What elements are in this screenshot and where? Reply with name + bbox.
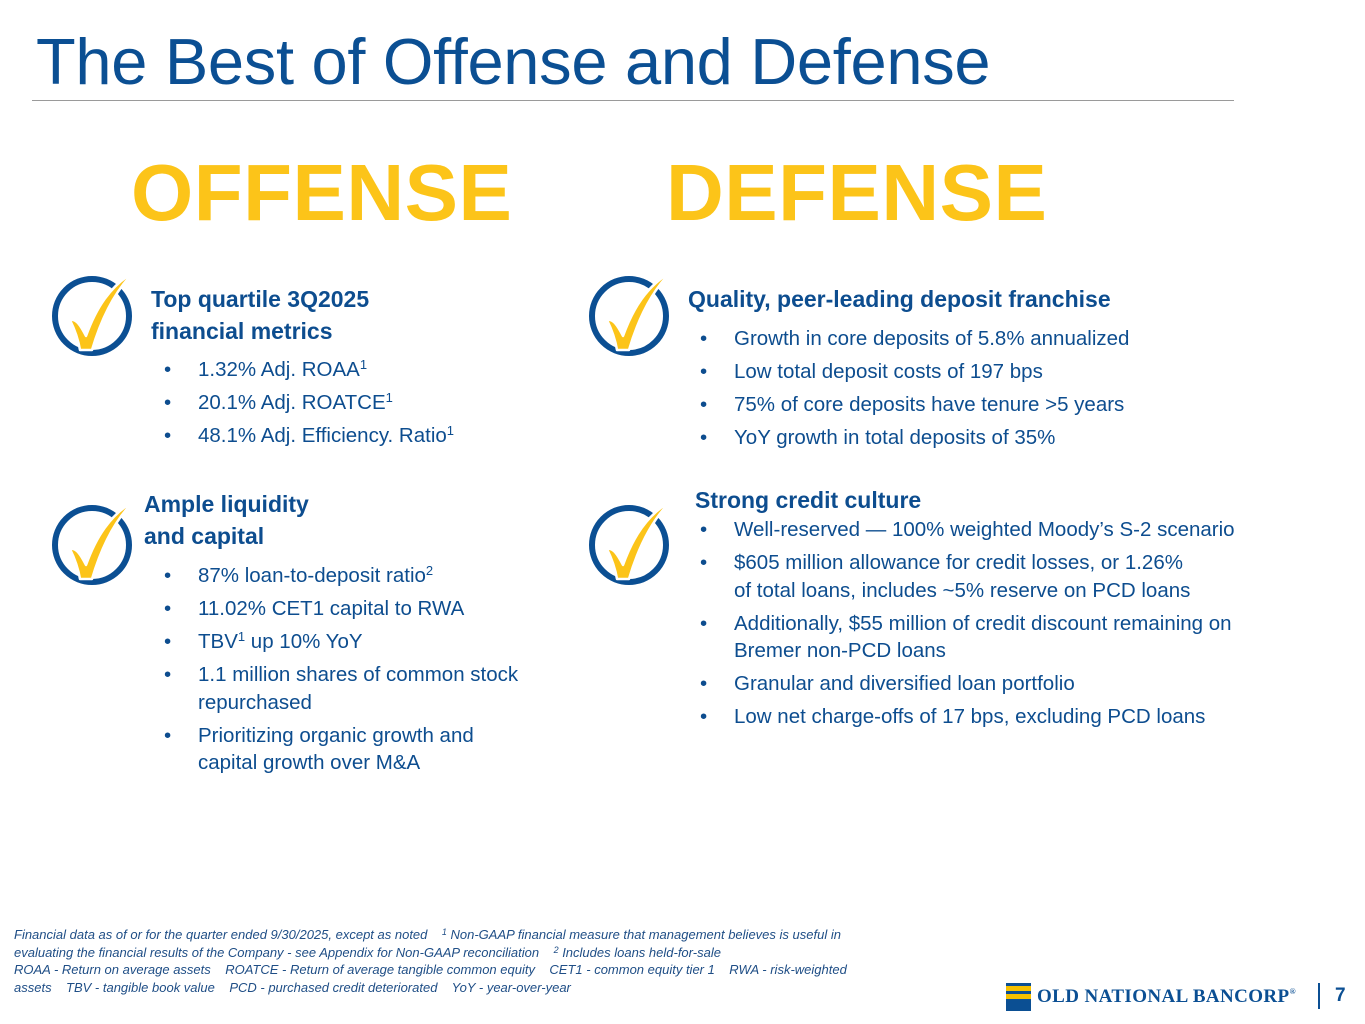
title-divider <box>32 100 1234 101</box>
list-item: • 1.1 million shares of common stock repurchased <box>162 661 518 716</box>
checkmark-icon <box>587 268 673 358</box>
deposit-franchise-bullet-list <box>698 325 1129 457</box>
page-title: The Best of Offense and Defense <box>36 25 991 98</box>
checkmark-icon <box>587 497 673 587</box>
section-title-deposit-franchise: Quality, peer-leading deposit franchise <box>688 286 1111 312</box>
old-national-bancorp-logo-icon <box>1006 983 1031 1011</box>
section-title-credit-culture: Strong credit culture <box>695 487 922 513</box>
list-item: • 75% of core deposits have tenure >5 years <box>698 391 1129 419</box>
list-item: • 1.32% Adj. ROAA$^1$ <box>162 356 454 384</box>
section-title-top-quartile: Top quartile 3Q2025 financial metrics <box>151 286 370 344</box>
company-logo <box>1006 982 1296 1012</box>
section-title-liquidity-capital: Ample liquidity and capital <box>144 491 309 549</box>
list-item: • 87% loan-to-deposit ratio$^2$ <box>162 562 518 590</box>
footnote: Financial data as of or for the quarter ended 9/30/2025, except as noted $^1$ Non-GAAP financial measure that management believes is useful in evaluating the financial results of the Company - see Appendix for Non-GAAP reconciliation $^2$ Includes loans held-for-sale ROAA - Return on average assets ROATCE - Return of average tangible common equity CET1 - common equity tier 1 RWA - risk-weighted assets TBV - tangible book value PCD - purchased credit deteriorated YoY - year-over-year <box>14 927 847 995</box>
credit-culture-bullet-list <box>698 516 1235 736</box>
list-item: • Growth in core deposits of 5.8% annualized <box>698 325 1129 353</box>
checkmark-icon <box>50 497 136 587</box>
defense-heading: DEFENSE <box>666 148 1048 237</box>
list-item: • 48.1% Adj. Efficiency. Ratio$^1$ <box>162 422 454 450</box>
page-number-divider <box>1318 983 1320 1009</box>
offense-heading: OFFENSE <box>131 148 513 237</box>
page-number: 7 <box>1335 985 1346 1006</box>
list-item: • 20.1% Adj. ROATCE$^1$ <box>162 389 454 417</box>
top-quartile-bullet-list <box>162 356 454 455</box>
list-item: • 11.02% CET1 capital to RWA <box>162 595 518 623</box>
liquidity-capital-bullet-list <box>162 562 518 782</box>
list-item: • Additionally, $55 million of credit discount remaining on Bremer non-PCD loans <box>698 610 1235 665</box>
checkmark-icon <box>50 268 136 358</box>
list-item: • Granular and diversified loan portfolio <box>698 670 1235 698</box>
list-item: • TBV$^1$ up 10% YoY <box>162 628 518 656</box>
list-item: • Prioritizing organic growth and capital growth over M&A <box>162 722 518 777</box>
list-item: • Well-reserved — 100% weighted Moody’s S-2 scenario <box>698 516 1235 544</box>
list-item: • Low total deposit costs of 197 bps <box>698 358 1129 386</box>
logo-text: OLD NATIONAL BANCORP® <box>1037 986 1296 1007</box>
list-item: • YoY growth in total deposits of 35% <box>698 424 1129 452</box>
list-item: • Low net charge-offs of 17 bps, excluding PCD loans <box>698 703 1235 731</box>
list-item: • $605 million allowance for credit losses, or 1.26% of total loans, includes ~5% reserve on PCD loans <box>698 549 1235 604</box>
